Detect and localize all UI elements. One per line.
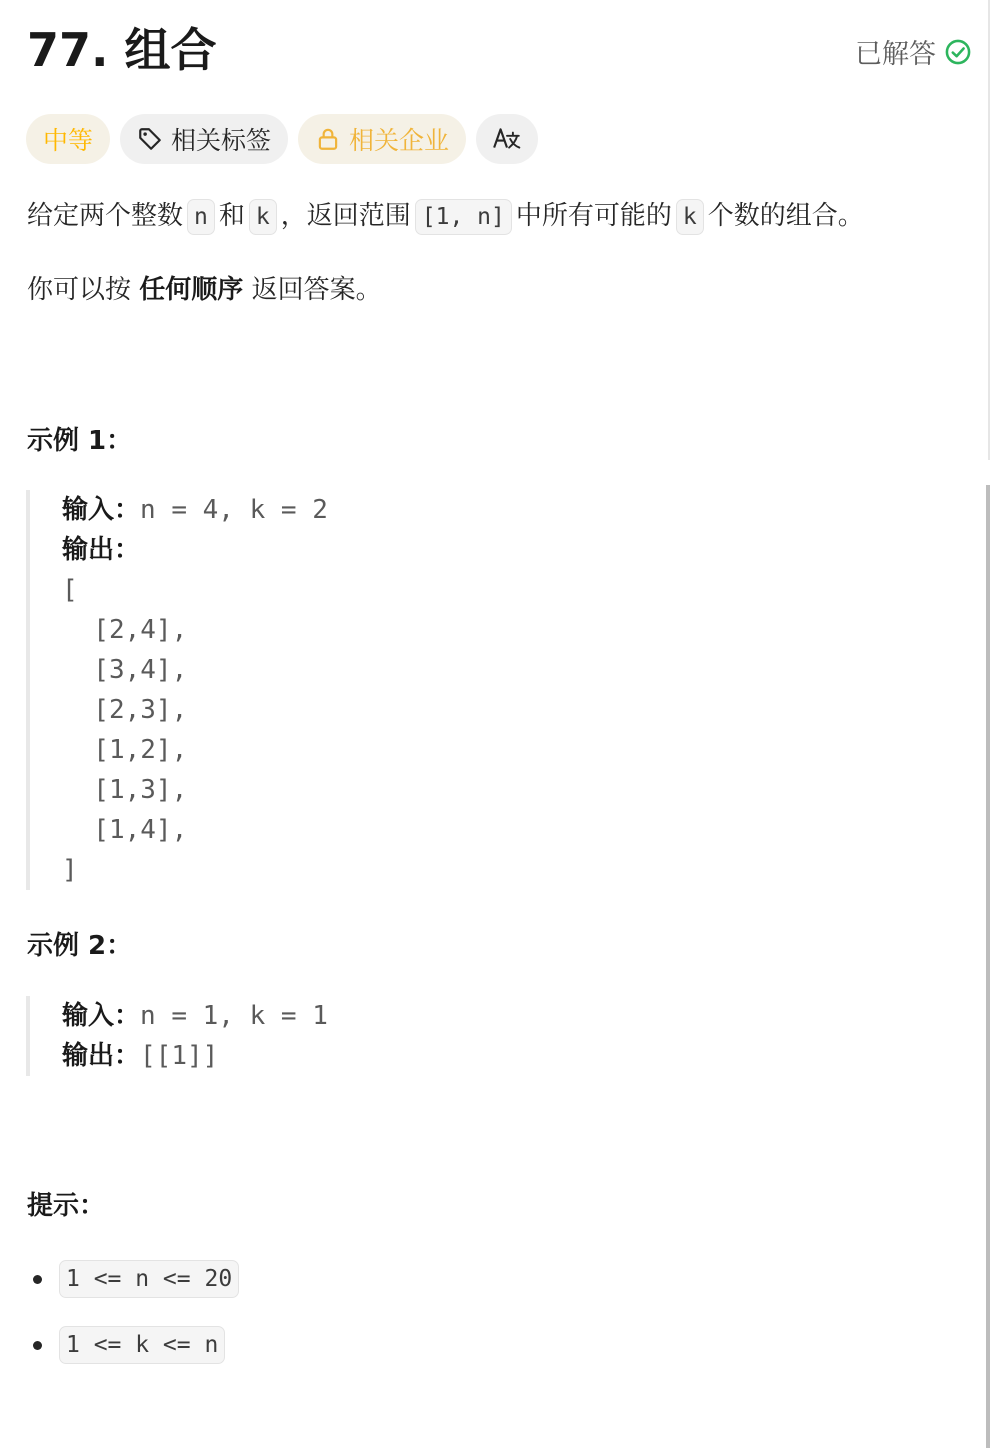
problem-title: 77. 组合 <box>27 23 217 77</box>
example-2-heading: 示例 2： <box>27 931 133 961</box>
output-label: 输出： <box>62 1041 141 1071</box>
check-circle-icon <box>944 38 972 66</box>
translate-icon <box>492 126 522 152</box>
example-1-block <box>26 490 328 890</box>
output-line: [2,4], <box>62 615 188 645</box>
scrollbar[interactable] <box>986 485 990 1448</box>
desc-text: ，返回范围 <box>280 201 411 231</box>
lock-icon <box>315 126 341 152</box>
example-output-label-line <box>62 530 328 570</box>
constraint-code: 1 <= n <= 20 <box>59 1260 239 1298</box>
bullet-dot <box>33 1341 42 1350</box>
related-companies-label: 相关企业 <box>349 126 450 155</box>
tag-icon <box>137 126 163 152</box>
inline-code: k <box>676 199 704 235</box>
bullet-dot <box>33 1275 42 1284</box>
output-line: [2,3], <box>62 695 188 725</box>
desc-text: 你可以按 <box>27 275 132 305</box>
desc-text: 中所有可能的 <box>515 201 672 231</box>
desc-text: 给定两个整数 <box>27 201 184 231</box>
inline-code: k <box>249 199 277 235</box>
solved-label: 已解答 <box>855 39 936 70</box>
constraints-heading: 提示： <box>27 1191 106 1221</box>
output-line: [1,3], <box>62 775 188 805</box>
input-label: 输入： <box>62 1001 141 1031</box>
related-topics-button[interactable] <box>120 114 288 164</box>
difficulty-badge <box>26 114 110 164</box>
tag-row <box>26 114 538 164</box>
example-input <box>62 996 328 1036</box>
solved-status <box>855 32 972 71</box>
inline-code: [1, n] <box>415 199 512 235</box>
output-line: [3,4], <box>62 655 188 685</box>
example-2-block <box>26 996 328 1076</box>
input-value: n = 1, k = 1 <box>140 1001 328 1031</box>
input-label: 输入： <box>62 495 141 525</box>
output-value: [[1]] <box>140 1041 219 1071</box>
example-output <box>62 1036 328 1076</box>
desc-text: 和 <box>218 201 245 231</box>
example-1-heading: 示例 1： <box>27 426 133 456</box>
output-label: 输出： <box>62 535 141 565</box>
example-input <box>62 490 328 530</box>
description-paragraph-2 <box>27 270 382 310</box>
desc-text: 返回答案。 <box>251 275 382 305</box>
inline-code: n <box>187 199 215 235</box>
translate-button[interactable] <box>476 114 538 164</box>
related-companies-button[interactable] <box>298 114 466 164</box>
output-line: [1,2], <box>62 735 188 765</box>
related-topics-label: 相关标签 <box>171 126 272 155</box>
output-line: [1,4], <box>62 815 188 845</box>
difficulty-label: 中等 <box>43 126 94 155</box>
desc-text: 个数的组合。 <box>707 201 864 231</box>
constraint-code: 1 <= k <= n <box>59 1326 225 1364</box>
description-paragraph-1 <box>27 196 864 236</box>
input-value: n = 4, k = 2 <box>140 495 328 525</box>
list-item <box>27 1326 225 1364</box>
list-item <box>27 1260 239 1298</box>
output-line: ] <box>62 855 78 885</box>
output-line: [ <box>62 575 78 605</box>
desc-bold: 任何顺序 <box>139 275 244 305</box>
